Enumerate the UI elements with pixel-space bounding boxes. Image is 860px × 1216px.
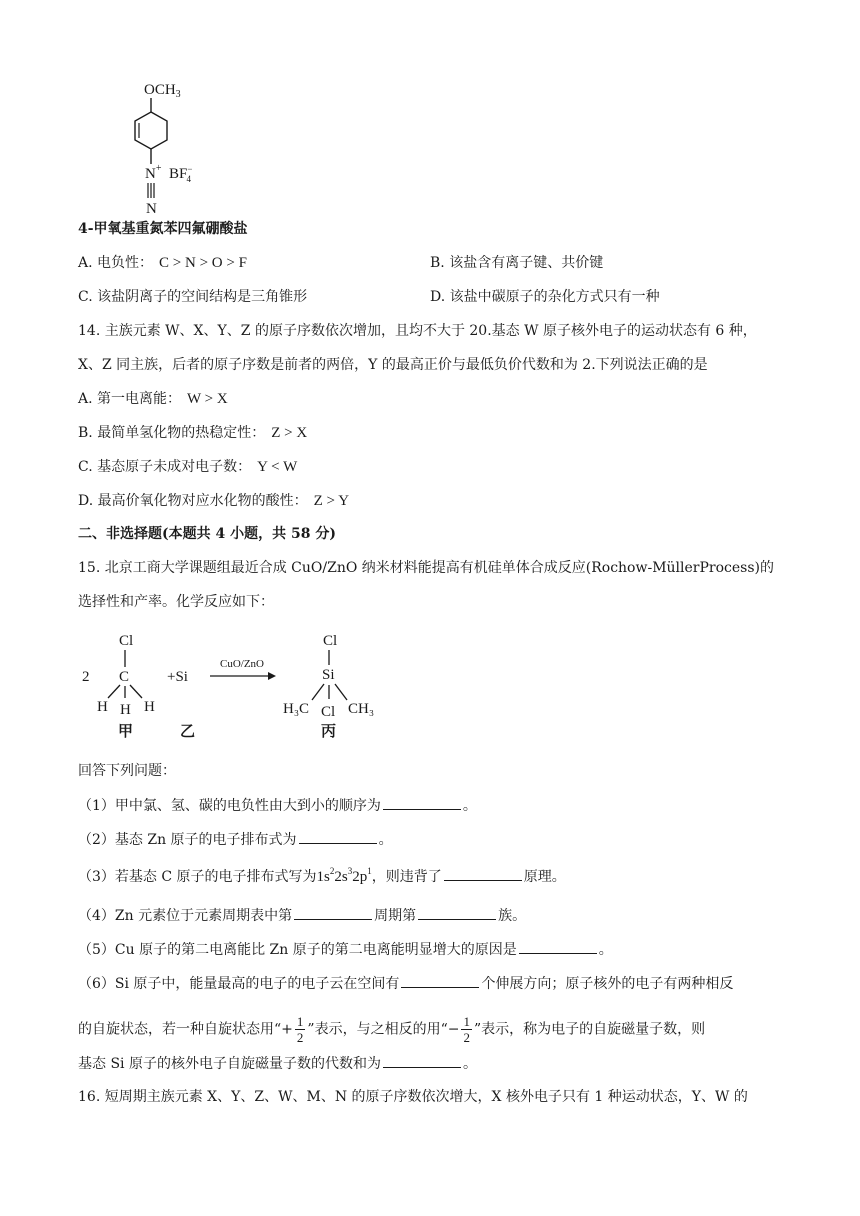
ch3cl-h-right-label: H	[144, 699, 155, 715]
q15-part6-line3: 基态 Si 原子的核外电子自旋磁量子数的代数和为 。	[78, 1053, 477, 1074]
answer-blank[interactable]	[383, 795, 461, 810]
q15-part3: （3）若基态 C 原子的电子排布式写为$1s^22s^32p^1$，则违背了 原理。	[78, 866, 566, 885]
ch3cl-c-h-left-bond	[108, 685, 120, 698]
product-h3c-label: H₃C	[283, 701, 310, 717]
ch3cl-cl-label: Cl	[119, 633, 134, 649]
electron-config: $1s^22s^32p^1$	[316, 866, 372, 885]
answer-blank[interactable]	[383, 1053, 461, 1068]
q16-stem-line1: 16. 短周期主族元素 X、Y、Z、W、M、N 的原子序数依次增大，X 核外电子只有 1 种运动状态，Y、W 的	[78, 1089, 748, 1105]
fraction-half: $\frac{1}{2}$	[463, 1014, 470, 1045]
n-plus-label: N+	[145, 163, 162, 182]
q14-stem-line2: X、Z 同主族，后者的原子序数是前者的两倍，Y 的最高正价与最低负价代数和为 2.下列说法正确的是	[78, 357, 708, 373]
section-heading: 二、非选择题(本题共 4 小题，共 58 分)	[78, 526, 336, 542]
answer-blank[interactable]	[401, 973, 479, 988]
q14-option-b: B. 最简单氢化物的热稳定性： Z > X	[78, 425, 308, 441]
q15-stem-line2: 选择性和产率。化学反应如下：	[78, 594, 274, 610]
benzene-ring	[135, 112, 167, 149]
q13-option-d: D. 该盐中碳原子的杂化方式只有一种	[430, 289, 660, 305]
q15-part1: （1）甲中氯、氢、碳的电负性由大到小的顺序为 。	[78, 795, 477, 816]
terminal-n-label: N	[146, 201, 157, 217]
label-yi: 乙	[180, 724, 196, 740]
answer-blank[interactable]	[299, 829, 377, 844]
q14-option-a: A. 第一电离能： W > X	[78, 391, 228, 407]
answer-blank[interactable]	[519, 939, 597, 954]
label-jia: 甲	[118, 724, 134, 740]
q15-part5: （5）Cu 原子的第二电离能比 Zn 原子的第二电离能明显增大的原因是 。	[78, 939, 613, 960]
q15-part4: （4）Zn 元素位于元素周期表中第 周期第 族。	[78, 905, 526, 926]
product-si-ch3-left-bond	[312, 684, 324, 700]
q13-option-a: A. 电负性： C > N > O > F	[78, 255, 247, 271]
fraction-half: $\frac{1}{2}$	[296, 1014, 304, 1045]
q14-stem-line1: 14. 主族元素 W、X、Y、Z 的原子序数依次增加，且均不大于 20.基态 W 原子核外电子的运动状态有 6 种，	[78, 323, 757, 339]
q15-part6-line2: 的自旋状态，若一种自旋状态用“+ $\frac{1}{2}$ ”表示，与之相反的用“− $\frac{1}{2}$ ”表示，称为电子的自旋磁量子数，则	[78, 1014, 706, 1045]
answer-blank[interactable]	[444, 866, 522, 881]
q14-option-d: D. 最高价氧化物对应水化物的酸性： Z > Y	[78, 493, 350, 509]
ch3cl-c-label: C	[119, 669, 130, 685]
bf4-label: BF− 4	[169, 164, 193, 184]
q15-part2: （2）基态 Zn 原子的电子排布式为 。	[78, 829, 393, 850]
methoxy-label: $OCH_3$	[144, 82, 181, 100]
answer-blank[interactable]	[294, 905, 372, 920]
product-cl-top-label: Cl	[323, 633, 338, 649]
catalyst-label: CuO/ZnO	[220, 658, 264, 670]
q15-stem-line1: 15. 北京工商大学课题组最近合成 CuO/ZnO 纳米材料能提高有机硅单体合成反应(Rochow-MüllerProcess)的	[78, 560, 774, 576]
ch3cl-h-mid-label: H	[120, 702, 131, 718]
reaction-arrow-head	[268, 672, 276, 680]
plus-si-label: +Si	[167, 669, 188, 685]
reaction-coefficient: 2	[82, 669, 90, 685]
structure-caption: 4-甲氧基重氮苯四氟硼酸盐	[78, 221, 248, 237]
q13-option-c: C. 该盐阴离子的空间结构是三角锥形	[78, 289, 308, 305]
diazonium-structure-figure	[78, 72, 278, 240]
product-si-ch3-right-bond	[335, 684, 347, 700]
answer-intro: 回答下列问题：	[78, 763, 176, 779]
answer-blank[interactable]	[418, 905, 496, 920]
q13-option-b: B. 该盐含有离子键、共价键	[430, 255, 604, 271]
label-bing: 丙	[321, 724, 337, 740]
q14-option-c: C. 基态原子未成对电子数： Y < W	[78, 459, 298, 475]
reaction-scheme-figure	[78, 625, 398, 745]
product-cl-bottom-label: Cl	[321, 704, 336, 720]
ch3cl-h-left-label: H	[97, 699, 108, 715]
ch3cl-c-h-right-bond	[130, 685, 142, 698]
product-ch3-label: CH₃	[348, 701, 375, 717]
q15-part6-line1: （6）Si 原子中，能量最高的电子的电子云在空间有 个伸展方向；原子核外的电子有两种相反	[78, 973, 733, 994]
product-si-label: Si	[322, 667, 335, 683]
